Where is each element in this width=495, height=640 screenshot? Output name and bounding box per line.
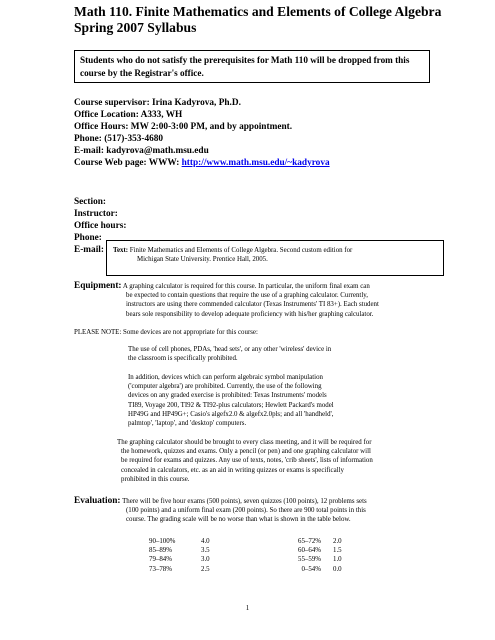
office-hours-field: Office hours:: [74, 221, 127, 231]
table-row: [149, 555, 419, 564]
grade-range-cell: 55–59%: [298, 556, 321, 564]
grade-point-cell: 2.0: [333, 538, 342, 545]
textbook-line-1: Finite Mathematics and Elements of College Algebra. Second custom edition for: [128, 247, 353, 254]
equipment-section: [74, 282, 454, 319]
grade-point-cell: 1.0: [333, 556, 342, 564]
textbook-label: Text:: [113, 247, 129, 254]
grade-point-cell: 3.5: [201, 547, 210, 555]
device-para2-line-6: palmtop', 'laptop', and 'desktop' computers.: [128, 420, 247, 428]
evaluation-heading: Evaluation:: [74, 496, 121, 506]
email-field: E-mail:: [74, 245, 104, 255]
device-para2-line-2: ('computer algebra') are prohibited. Currently, the use of the following: [128, 383, 322, 391]
device-para2-line-5: HP49G and HP49G+; Casio's algefx2.0 & algefx2.0pls; and all 'handheld',: [128, 410, 334, 418]
calculator-line-3: be required for exams and quizzes. Any use of texts, notes, 'crib sheets', lists of information: [121, 457, 373, 465]
grade-point-cell: 4.0: [201, 538, 210, 545]
course-web-page: [74, 157, 474, 169]
course-contact-info: [74, 97, 474, 169]
table-row: [149, 537, 419, 546]
phone: Phone: (517)-353-4680: [74, 134, 164, 144]
title-line-2: Spring 2007 Syllabus: [74, 20, 197, 35]
evaluation-line-3: course. The grading scale will be no worse than what is shown in the table below.: [126, 516, 351, 524]
section-field: Section:: [74, 197, 107, 207]
device-para2-line-1: In addition, devices which can perform algebraic symbol manipulation: [128, 374, 323, 381]
device-para1-line-2: the classroom is specifically prohibited.: [128, 355, 238, 363]
please-note: PLEASE NOTE: Some devices are not appropriate for this course:: [74, 329, 258, 336]
equipment-line-2: be expected to contain questions that require the use of a graphing calculator. Currently,: [126, 292, 368, 300]
grading-scale-table: [149, 537, 419, 574]
phone-field: Phone:: [74, 233, 102, 243]
evaluation-line-1: There will be five hour exams (500 points), seven quizzes (100 points), 12 problems sets: [120, 498, 367, 505]
device-para2-line-4: TI89, Voyage 200, TI92 & TI92-plus calculators; Hewlett Packard's model: [128, 401, 334, 409]
evaluation-line-2: (100 points) and a uniform final exam (200 points). So there are 900 total points in this: [126, 507, 366, 515]
equipment-line-3: instructors are using there commended calculator (Texas Instruments' TI 83+). Each student: [126, 301, 379, 309]
textbook-box: [106, 240, 444, 276]
grade-point-cell: 2.5: [201, 565, 210, 573]
course-web-link[interactable]: http://www.math.msu.edu/~kadyrova: [181, 158, 330, 168]
grade-point-cell: 3.0: [201, 556, 210, 564]
grade-point-cell: 1.5: [333, 547, 342, 555]
prerequisite-notice-box: Students who do not satisfy the prerequisites for Math 110 will be dropped from this course by the Registrar's office.: [74, 50, 430, 83]
wireless-device-paragraph: [128, 345, 438, 363]
device-para2-line-3: devices on any graded exercise is prohibited: Texas Instruments' models: [128, 392, 327, 400]
grade-range-cell: 60–64%: [298, 547, 321, 555]
grade-range-cell: 0–54%: [301, 565, 321, 573]
grade-range-cell: 79–84%: [149, 556, 172, 564]
textbook-line-2: Michigan State University. Prentice Hall, 2005.: [137, 256, 268, 263]
grade-point-cell: 0.0: [333, 565, 342, 573]
calculator-requirement-paragraph: [117, 438, 447, 484]
course-supervisor: Course supervisor: Irina Kadyrova, Ph.D.: [74, 98, 241, 108]
web-page-label: Course Web page: WWW:: [74, 158, 182, 168]
grade-range-cell: 85–89%: [149, 547, 172, 555]
page-title: [74, 4, 474, 36]
title-line-1: Math 110. Finite Mathematics and Elements of College Algebra: [74, 4, 442, 19]
instructor-field: Instructor:: [74, 209, 118, 219]
equipment-line-1: A graphing calculator is required for this course. In particular, the uniform final exam can: [121, 283, 370, 290]
grade-range-cell: 90–100%: [149, 538, 176, 545]
table-row: [149, 565, 419, 574]
equipment-heading: Equipment:: [74, 281, 122, 291]
office-hours: Office Hours: MW 2:00-3:00 PM, and by appointment.: [74, 122, 293, 132]
email: E-mail: kadyrova@math.msu.edu: [74, 146, 209, 156]
page-number: 1: [245, 604, 250, 612]
evaluation-section: [74, 497, 454, 525]
calculator-line-4: concealed in calculators, etc. as an aid in writing quizzes or exams is specifically: [121, 466, 344, 474]
table-row: [149, 546, 419, 555]
calculator-line-5: prohibited in this course.: [121, 475, 190, 483]
device-para1-line-1: The use of cell phones, PDAs, 'head sets', or any other 'wireless' device in: [128, 346, 332, 353]
grade-range-cell: 65–72%: [298, 538, 321, 545]
calculator-line-2: the homework, quizzes and exams. Only a pencil (or pen) and one graphing calculator will: [121, 448, 371, 456]
equipment-line-4: bears sole responsibility to develop adequate proficiency with his/her graphing calculator.: [126, 310, 374, 318]
grade-range-cell: 73–78%: [149, 565, 172, 573]
prohibited-devices-paragraph: [128, 373, 438, 428]
office-location: Office Location: A333, WH: [74, 110, 183, 120]
calculator-line-1: The graphing calculator should be brought to every class meeting, and it will be required for: [117, 439, 372, 446]
